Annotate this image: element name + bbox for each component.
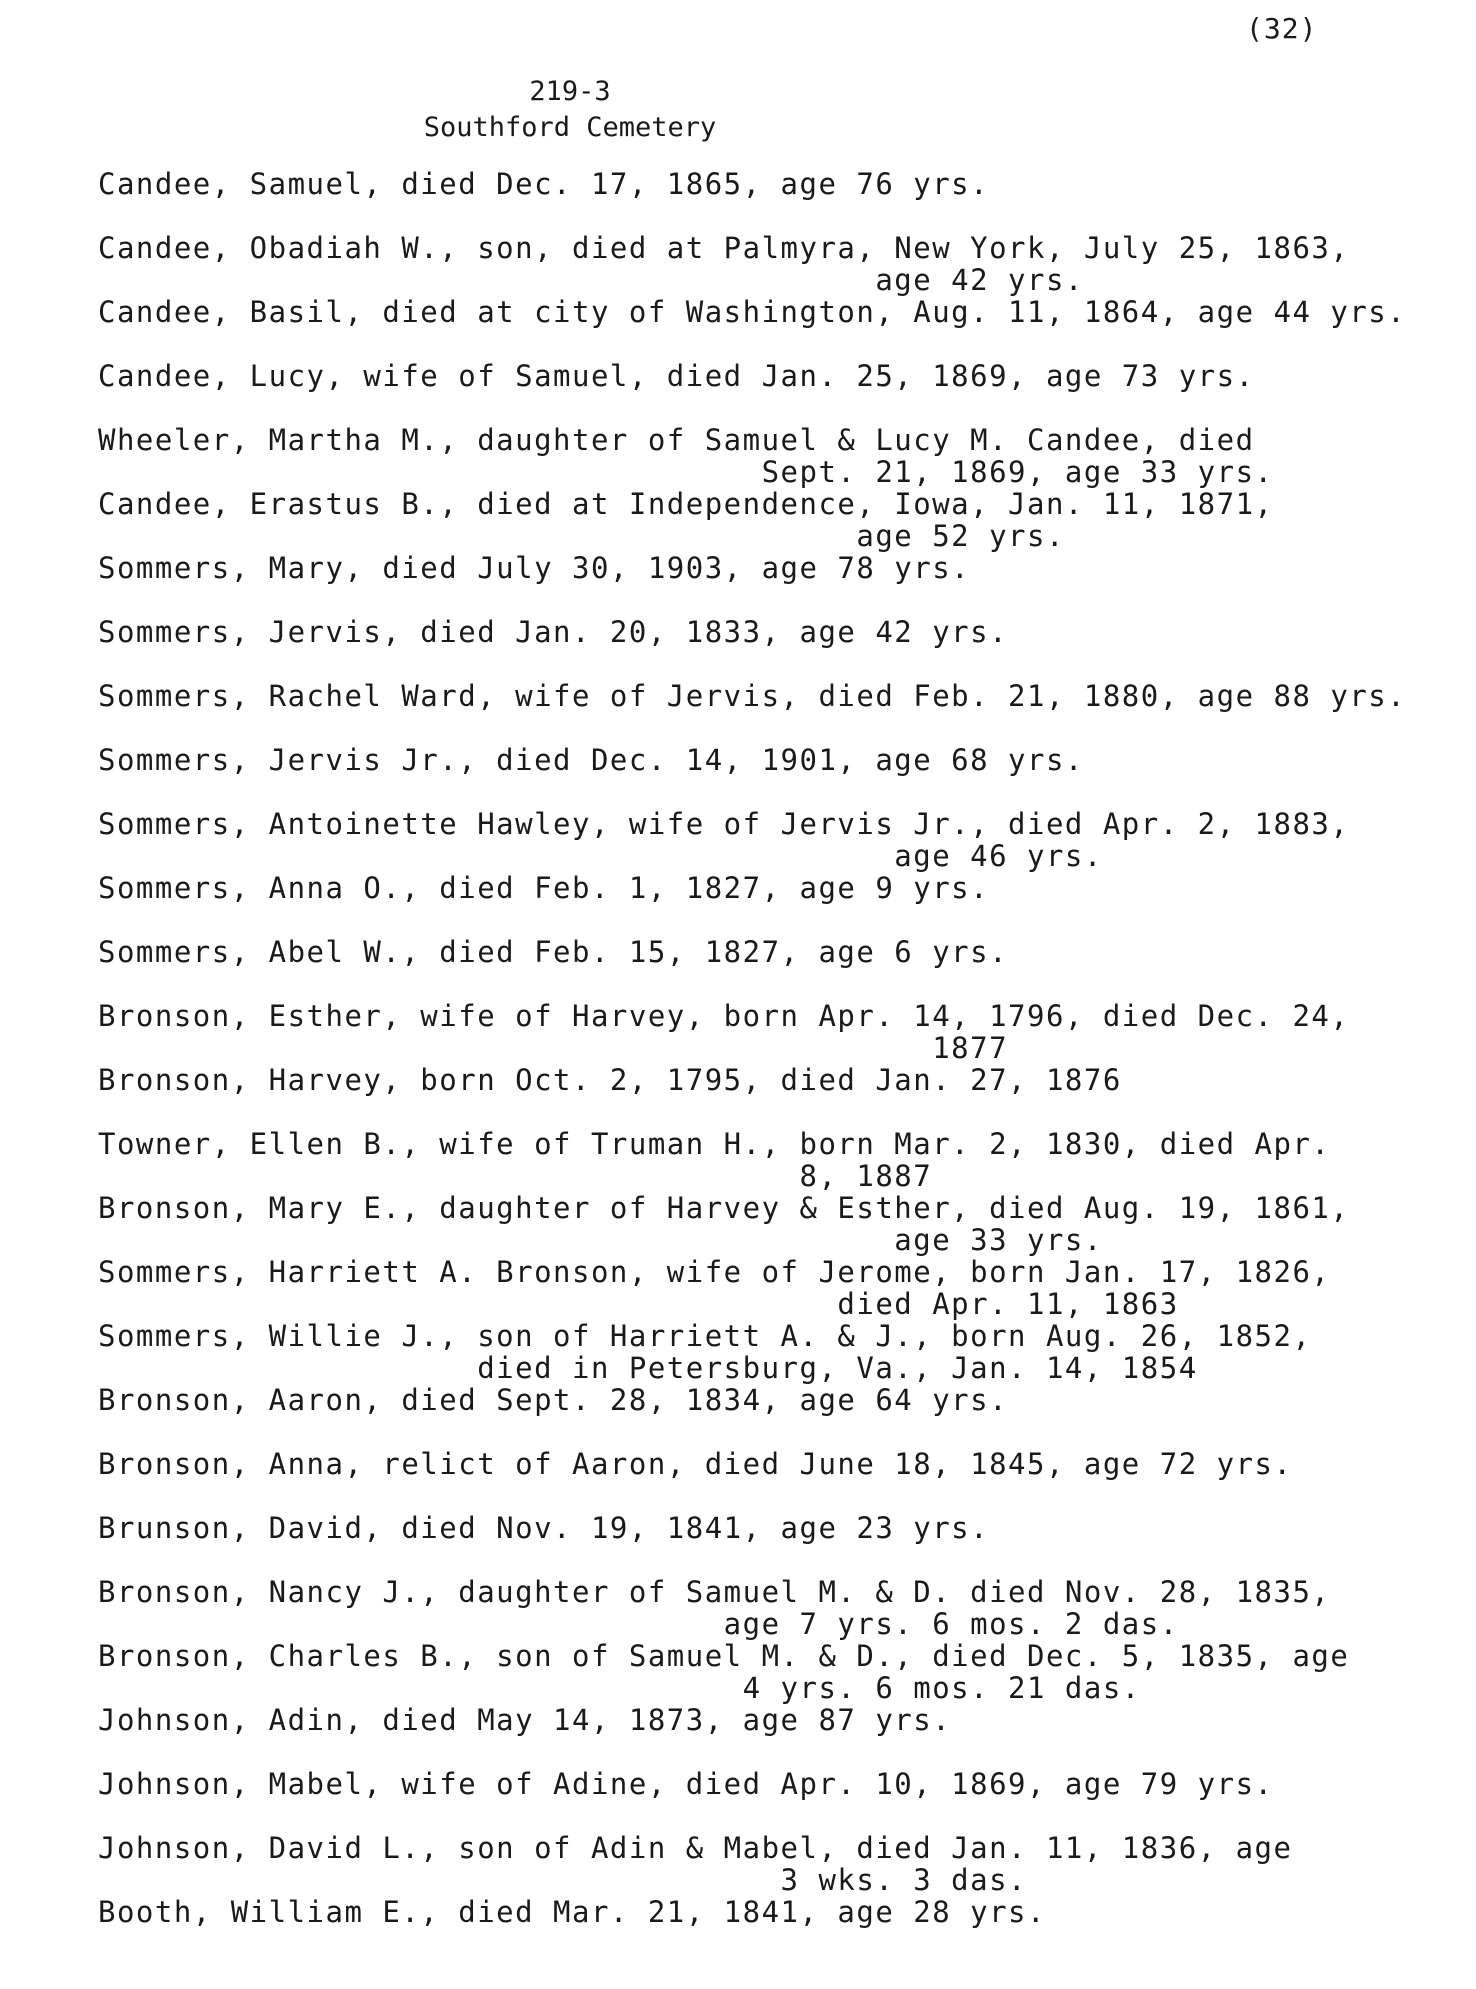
burial-entry [98, 872, 1458, 936]
entry-line: Sommers, Jervis Jr., died Dec. 14, 1901, age 68 yrs. [98, 743, 1084, 777]
entry-line: Wheeler, Martha M., daughter of Samuel & Lucy M. Candee, died [98, 423, 1255, 457]
burial-entry [98, 360, 1458, 424]
burial-entry [98, 1128, 1458, 1192]
entry-line: Bronson, Anna, relict of Aaron, died June 18, 1845, age 72 yrs. [98, 1447, 1293, 1481]
burial-entry [98, 424, 1458, 488]
entry-continuation-line: age 52 yrs. [98, 519, 1065, 553]
burial-entries [98, 168, 1458, 1960]
entry-line: Johnson, David L., son of Adin & Mabel, died Jan. 11, 1836, age [98, 1831, 1293, 1865]
entry-line: Johnson, Adin, died May 14, 1873, age 87 yrs. [98, 1703, 952, 1737]
burial-entry [98, 552, 1458, 616]
burial-entry [98, 1000, 1458, 1064]
entry-line: Candee, Samuel, died Dec. 17, 1865, age 76 yrs. [98, 167, 990, 201]
entry-continuation-line: Sept. 21, 1869, age 33 yrs. [98, 455, 1274, 489]
burial-entry [98, 1256, 1458, 1320]
entry-line: Sommers, Mary, died July 30, 1903, age 78 yrs. [98, 551, 971, 585]
entry-continuation-line: 3 wks. 3 das. [98, 1863, 1028, 1897]
cemetery-title: Southford Cemetery [423, 112, 717, 143]
burial-entry [98, 1192, 1458, 1256]
burial-entry [98, 1320, 1458, 1384]
entry-line: Bronson, Aaron, died Sept. 28, 1834, age 64 yrs. [98, 1383, 1009, 1417]
burial-entry [98, 296, 1458, 360]
burial-entry [98, 1640, 1458, 1704]
entry-line: Bronson, Harvey, born Oct. 2, 1795, died Jan. 27, 1876 [98, 1063, 1122, 1097]
entry-continuation-line: died in Petersburg, Va., Jan. 14, 1854 [98, 1351, 1198, 1385]
burial-entry [98, 1896, 1458, 1960]
entry-continuation-line: age 7 yrs. 6 mos. 2 das. [98, 1607, 1179, 1641]
entry-line: Brunson, David, died Nov. 19, 1841, age 23 yrs. [98, 1511, 990, 1545]
entry-line: Candee, Obadiah W., son, died at Palmyra, New York, July 25, 1863, [98, 231, 1350, 265]
entry-line: Sommers, Antoinette Hawley, wife of Jervis Jr., died Apr. 2, 1883, [98, 807, 1350, 841]
entry-line: Booth, William E., died Mar. 21, 1841, age 28 yrs. [98, 1895, 1046, 1929]
entry-line: Candee, Lucy, wife of Samuel, died Jan. 25, 1869, age 73 yrs. [98, 359, 1255, 393]
entry-continuation-line: age 46 yrs. [98, 839, 1103, 873]
entry-line: Candee, Erastus B., died at Independence, Iowa, Jan. 11, 1871, [98, 487, 1274, 521]
burial-entry [98, 616, 1458, 680]
burial-entry [98, 1448, 1458, 1512]
entry-line: Bronson, Nancy J., daughter of Samuel M. & D. died Nov. 28, 1835, [98, 1575, 1331, 1609]
page-header [380, 74, 760, 146]
burial-entry [98, 808, 1458, 872]
entry-continuation-line: age 33 yrs. [98, 1223, 1103, 1257]
burial-entry [98, 1832, 1458, 1896]
burial-entry [98, 1704, 1458, 1768]
entry-continuation-line: 4 yrs. 6 mos. 21 das. [98, 1671, 1141, 1705]
entry-continuation-line: died Apr. 11, 1863 [98, 1287, 1179, 1321]
entry-line: Bronson, Mary E., daughter of Harvey & Esther, died Aug. 19, 1861, [98, 1191, 1350, 1225]
burial-entry [98, 1768, 1458, 1832]
entry-line: Sommers, Jervis, died Jan. 20, 1833, age 42 yrs. [98, 615, 1009, 649]
burial-entry [98, 1064, 1458, 1128]
burial-entry [98, 232, 1458, 296]
burial-entry [98, 1384, 1458, 1448]
entry-line: Towner, Ellen B., wife of Truman H., born Mar. 2, 1830, died Apr. [98, 1127, 1331, 1161]
burial-entry [98, 168, 1458, 232]
entry-line: Candee, Basil, died at city of Washington, Aug. 11, 1864, age 44 yrs. [98, 295, 1407, 329]
entry-line: Sommers, Harriett A. Bronson, wife of Jerome, born Jan. 17, 1826, [98, 1255, 1331, 1289]
entry-line: Sommers, Rachel Ward, wife of Jervis, died Feb. 21, 1880, age 88 yrs. [98, 679, 1407, 713]
entry-line: Johnson, Mabel, wife of Adine, died Apr. 10, 1869, age 79 yrs. [98, 1767, 1274, 1801]
entry-line: Sommers, Abel W., died Feb. 15, 1827, age 6 yrs. [98, 935, 1009, 969]
entry-line: Sommers, Anna O., died Feb. 1, 1827, age 9 yrs. [98, 871, 990, 905]
entry-continuation-line: 1877 [98, 1031, 1009, 1065]
burial-entry [98, 1512, 1458, 1576]
burial-entry [98, 488, 1458, 552]
burial-entry [98, 936, 1458, 1000]
entry-continuation-line: 8, 1887 [98, 1159, 933, 1193]
entry-line: Bronson, Charles B., son of Samuel M. & D., died Dec. 5, 1835, age [98, 1639, 1350, 1673]
burial-entry [98, 1576, 1458, 1640]
page-number: (32) [1246, 12, 1318, 45]
burial-entry [98, 744, 1458, 808]
entry-continuation-line: age 42 yrs. [98, 263, 1084, 297]
entry-line: Bronson, Esther, wife of Harvey, born Apr. 14, 1796, died Dec. 24, [98, 999, 1350, 1033]
entry-line: Sommers, Willie J., son of Harriett A. & J., born Aug. 26, 1852, [98, 1319, 1312, 1353]
record-code: 219-3 [529, 76, 611, 107]
burial-entry [98, 680, 1458, 744]
